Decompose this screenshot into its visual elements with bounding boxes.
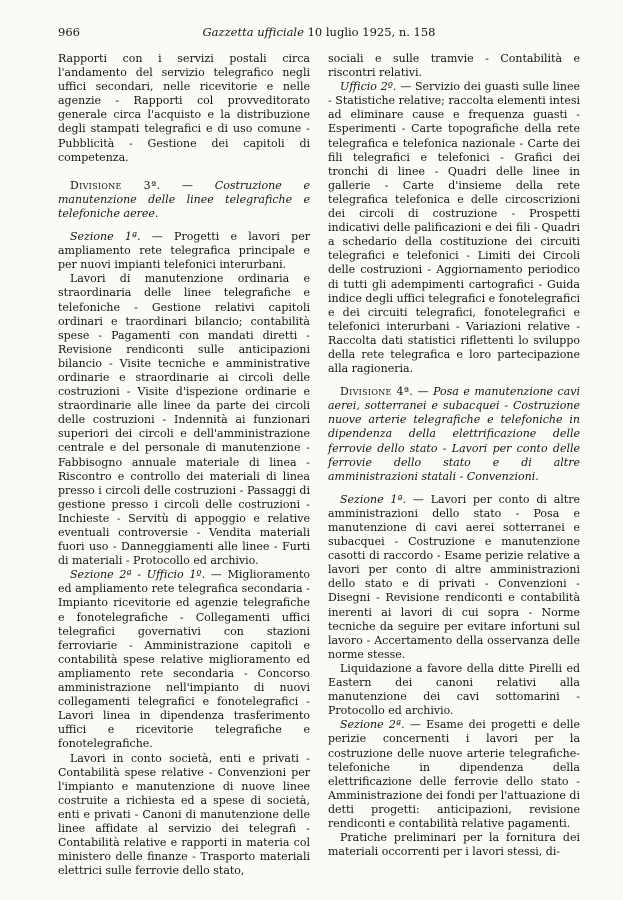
journal-title: Gazzetta ufficiale bbox=[202, 25, 304, 39]
running-title bbox=[58, 23, 580, 41]
section-2-paragraph bbox=[58, 568, 310, 751]
office-2-paragraph bbox=[328, 80, 580, 376]
office-2-label: Ufficio 2º. bbox=[340, 80, 397, 94]
section-2-text-right: — Esame dei progetti e delle perizie concernenti i lavori per la costruzione delle nuove arterie telegrafiche-telefoniche in dipendenza della elettrificazione delle ferrovie dello stato - Amministrazione dei fondi per l'attuazione di detti progetti: anticipazioni, revisione rendiconti e contabilità relative pagamenti. bbox=[328, 718, 581, 830]
left-column bbox=[58, 52, 310, 878]
section-1-text-right: — Lavori per conto di altre amministrazioni dello stato - Posa e manutenzione di cavi aerei sotterranei e subacquei - Costruzione e manutenzione casotti di raccordo - Esame perizie relative a lavori per conto di altre amministrazioni dello stato e di privati - Convenzioni - Disegni - Revisione rendiconti e contabilità inerenti ai lavori di cui sopra - Norme tecniche da seguire per evitare infortuni sul lavoro - Accertamento della osservanza delle norme stesse. bbox=[328, 492, 580, 661]
paragraph-liquidazione: Liquidazione a favore della ditte Pirelli ed Eastern dei canoni relativi alla manutenzione dei cavi sottomarini - Protocollo ed archivio. bbox=[328, 661, 580, 718]
division-4-label: Divisione 4ª. bbox=[340, 385, 414, 399]
page-header bbox=[58, 23, 580, 41]
division-3-label: Divisione 3ª. bbox=[70, 178, 161, 192]
section-2-label-right: Sezione 2ª. bbox=[340, 718, 405, 732]
section-1-label: Sezione 1ª. bbox=[70, 230, 141, 244]
office-2-text: — Servizio dei guasti sulle linee - Statistiche relative; raccolta elementi intesi ad eliminare cause e frequenza guasti - Esperimenti - Carte topografiche della rete telegrafica e telefonica nazionale - Carte dei fili telegrafici e telefonici - Grafici dei tronchi di linee - Quadri delle linee in gallerie - Carte d'insieme della rete telegrafica telefonica e delle circoscrizioni dei circoli di costruzione - Prospetti indicativi delle palificazioni e dei fili - Quadri a schedario della costituzione dei circuiti telegrafici e telefonici - Limiti dei Circoli delle costruzioni - Aggiornamento periodico di tutti gli adempimenti cartografici - Guida indice degli uffici telegrafici e fonotelegrafici e dei circuiti telegrafici, fonotelegrafici e telefonici interurbani - Variazioni relative - Raccolta dati statistici riflettenti lo sviluppo della rete telegrafica e loro partecipazione alla ragioneria. bbox=[328, 80, 580, 376]
division-3-heading bbox=[58, 179, 310, 221]
issue-date: 10 luglio 1925, n. 158 bbox=[307, 25, 436, 39]
paragraph-rapporti: Rapporti con i servizi postali circa l'andamento del servizio telegrafico negli uffici secondari, nelle ricevitorie e nelle agenzie - Rapporti col provveditorato generale circa l'acquisto e la distribuzione degli stampati telegrafici e di uso comune - Pubblicità - Gestione dei capitoli di competenza. bbox=[58, 52, 310, 164]
section-1-paragraph bbox=[58, 230, 310, 272]
section-2-text: — Miglioramento ed ampliamento rete telegrafica secondaria - Impianto ricevitorie ed agenzie telegrafiche e fonotelegrafiche - Collegamenti uffici telegrafici governativi con stazioni ferroviarie - Amministrazione capitoli e contabilità spese relative miglioramento ed ampliamento rete secondaria - Concorso amministrazione nell'impianto di nuovi collegamenti telegrafici e fonotelegrafici - Lavori linea in dipendenza trasferimento uffici e ricevitorie telegrafiche e fonotelegrafiche. bbox=[58, 568, 310, 751]
division-4-title: — Posa e manutenzione cavi aerei, sotterranei e subacquei - Costruzione nuove arterie telegrafiche e telefoniche in dipendenza della elettrificazione delle ferrovie dello stato - Lavori per conto delle ferrovie dello stato e di altre amministrazioni statali - Convenzioni. bbox=[328, 385, 580, 483]
division-3-title: — Costruzione e manutenzione delle linee telegrafiche e telefoniche aeree. bbox=[58, 178, 310, 220]
paragraph-pratiche: Pratiche preliminari per la fornitura dei materiali occorrenti per i lavori stessi, di- bbox=[328, 831, 580, 859]
paragraph-lavori-conto: Lavori in conto società, enti e privati - Contabilità spese relative - Convenzioni per l'impianto e manutenzione di nuove linee costruite a richiesta ed a spese di società, enti e privati - Canoni di manutenzione delle linee affidate al servizio dei telegrafi - Contabilità relative e rapporti in materia col ministero delle finanze - Trasporto materiali elettrici sulle ferrovie dello stato, bbox=[58, 751, 310, 878]
section-1-label-right: Sezione 1ª. bbox=[340, 492, 407, 506]
right-column bbox=[328, 52, 580, 859]
section-1-text: — Progetti e lavori per ampliamento rete telegrafica principale e per nuovi impianti telefonici interurbani. bbox=[58, 230, 310, 272]
section-2-paragraph-right bbox=[328, 718, 580, 831]
paragraph-lavori-manutenzione: Lavori di manutenzione ordinaria e straordinaria delle linee telegrafiche e telefoniche - Gestione relativi capitoli ordinari e traordinari bilancio; contabilità spese - Pagamenti con mandati diretti - Revisione rendiconti sulle anticipazioni bilancio - Visite tecniche e amministrative ordinarie e straordinarie ai circoli delle costruzioni - Visite d'ispezione ordinarie e straordinarie alle linee da parte dei circoli delle costruzioni - Indennità ai funzionari superiori dei circoli e dell'amministrazione centrale e del personale di manutenzione - Fabbisogno annuale materiale di linea - Riscontro e controllo dei materiali di linea presso i circoli delle costruzioni - Passaggi di gestione presso i circoli delle costruzioni - Inchieste - Servitù di appoggio e relative eventuali controversie - Vendita materiali fuori uso - Danneggiamenti alle linee - Furti di materiali - Protocollo ed archivio. bbox=[58, 272, 310, 568]
section-1-paragraph-right bbox=[328, 493, 580, 662]
section-2-label: Sezione 2ª - Ufficio 1º. bbox=[70, 568, 206, 582]
division-4-heading bbox=[328, 385, 580, 484]
page-number: 966 bbox=[58, 25, 80, 39]
paragraph-continuation: sociali e sulle tramvie - Contabilità e riscontri relativi. bbox=[328, 52, 580, 80]
